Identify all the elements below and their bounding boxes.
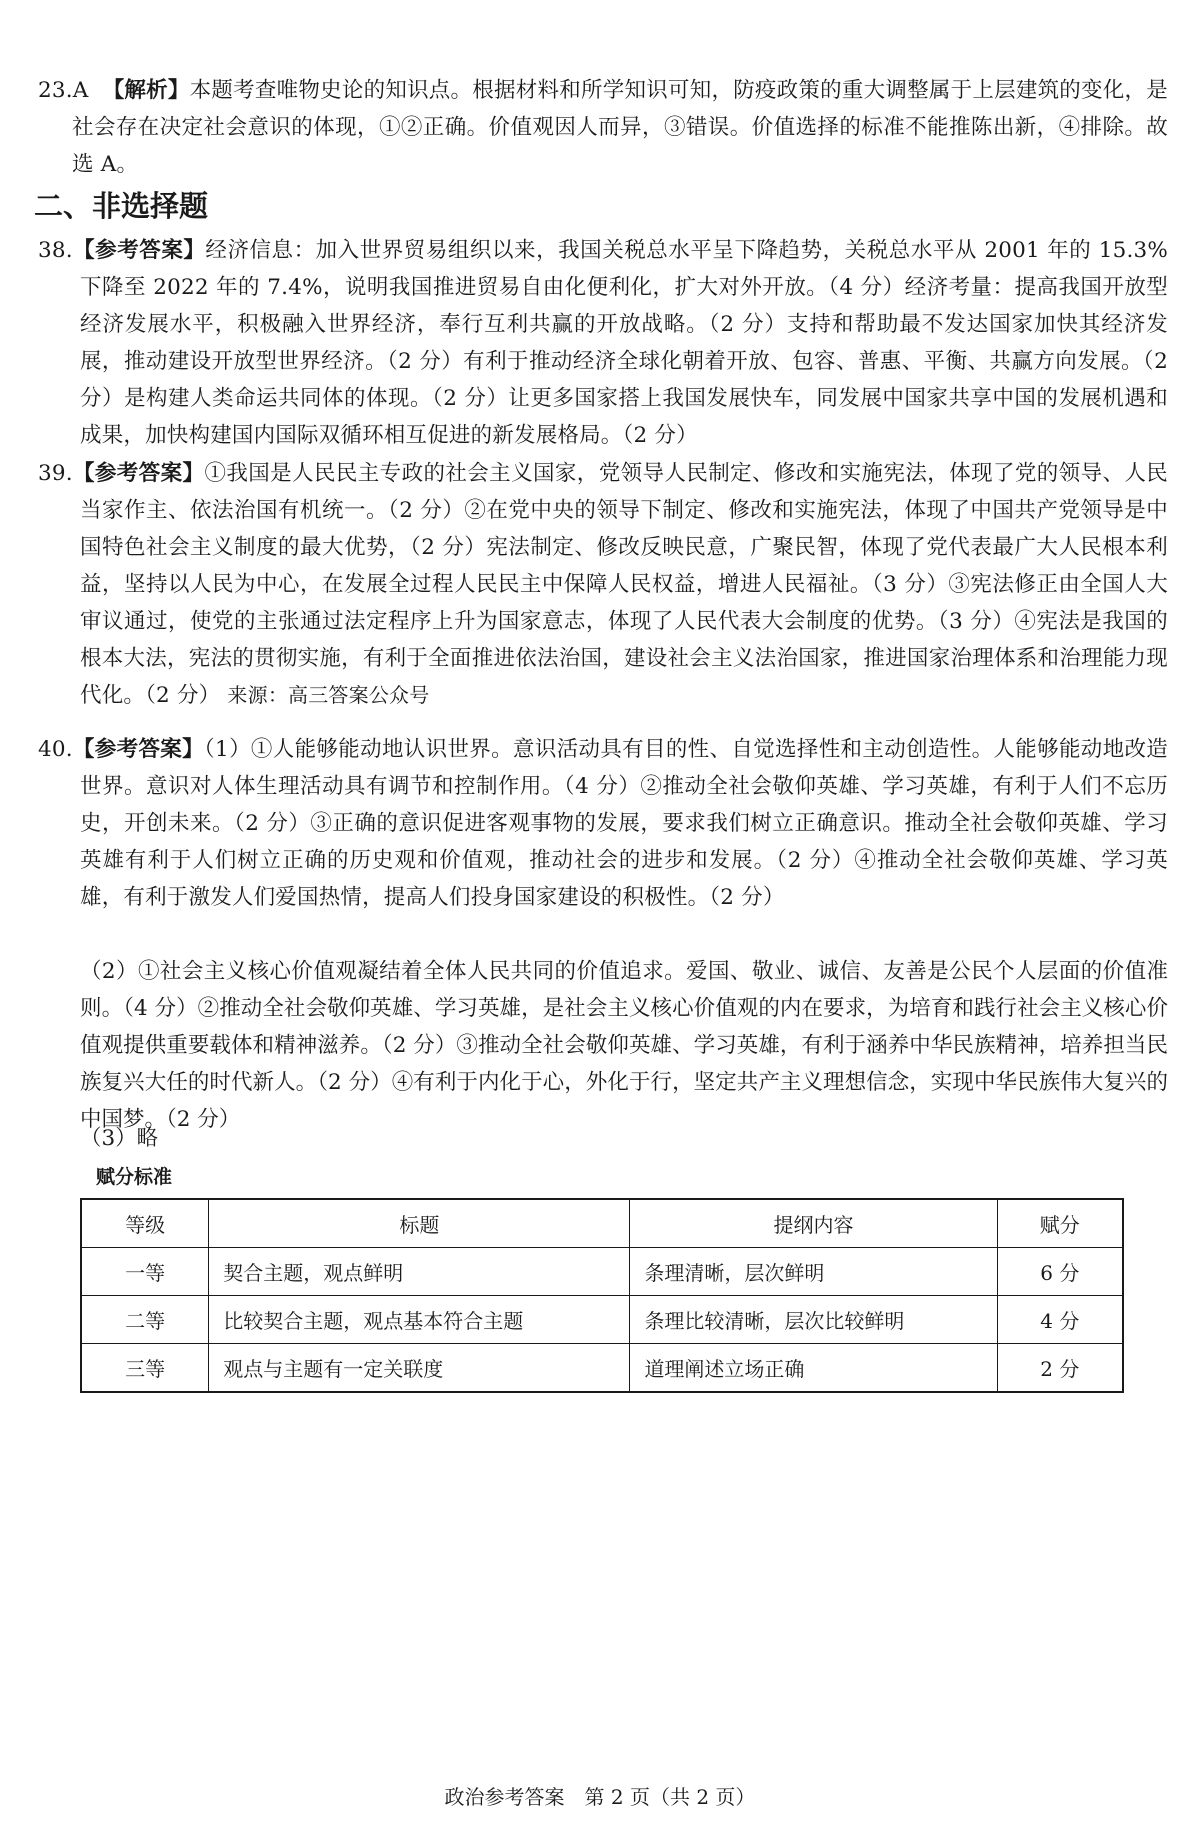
cell-title: 契合主题，观点鲜明 bbox=[209, 1248, 630, 1296]
question-39-body bbox=[38, 455, 1168, 714]
analysis-tag: 【解析】 bbox=[102, 78, 190, 103]
cell-level: 二等 bbox=[81, 1296, 209, 1344]
reference-answer-tag: 【参考答案】 bbox=[72, 737, 204, 762]
rubric-title: 赋分标准 bbox=[96, 1166, 173, 1188]
rubric-table bbox=[80, 1198, 1124, 1393]
cell-outline: 道理阐述立场正确 bbox=[630, 1344, 997, 1393]
question-number: 38. bbox=[38, 238, 73, 263]
table-row bbox=[81, 1344, 1123, 1393]
header-level: 等级 bbox=[81, 1199, 209, 1248]
reference-answer-tag: 【参考答案】 bbox=[72, 461, 205, 486]
cell-title: 比较契合主题，观点基本符合主题 bbox=[209, 1296, 630, 1344]
analysis-text: 本题考查唯物史论的知识点。根据材料和所学知识可知，防疫政策的重大调整属于上层建筑的变化，是社会存在决定社会意识的体现，①②正确。价值观因人而异，③错误。价值选择的标准不能推陈出新，④排除。故选 A。 bbox=[72, 78, 1168, 177]
question-38-body bbox=[38, 232, 1168, 454]
cell-level: 三等 bbox=[81, 1344, 209, 1393]
header-title: 标题 bbox=[209, 1199, 630, 1248]
table-row bbox=[81, 1296, 1123, 1344]
question-23-body bbox=[38, 72, 1168, 183]
question-39 bbox=[38, 455, 1168, 714]
cell-score: 6 分 bbox=[997, 1248, 1123, 1296]
cell-outline: 条理比较清晰，层次比较鲜明 bbox=[630, 1296, 997, 1344]
answer-text: 经济信息：加入世界贸易组织以来，我国关税总水平呈下降趋势，关税总水平从 2001 年的 15.3%下降至 2022 年的 7.4%，说明我国推进贸易自由化便利化，扩大对外开放。（4 分）经济考量：提高我国开放型经济发展水平，积极融入世界经济，奉行互利共赢的开放战略。（2 分）支持和帮助最不发达国家加快其经济发展，推动建设开放型世界经济。（2 分）有利于推动经济全球化朝着开放、包容、普惠、平衡、共赢方向发展。（2 分）是构建人类命运共同体的体现。（2 分）让更多国家搭上我国发展快车，同发展中国家共享中国的发展机遇和成果，加快构建国内国际双循环相互促进的新发展格局。（2 分） bbox=[80, 238, 1168, 448]
cell-outline: 条理清晰，层次鲜明 bbox=[630, 1248, 997, 1296]
part-1-text: （1）①人能够能动地认识世界。意识活动具有目的性、自觉选择性和主动创造性。人能够能动地改造世界。意识对人体生理活动具有调节和控制作用。（4 分）②推动全社会敬仰英雄、学习英雄，有利于人们不忘历史，开创未来。（2 分）③正确的意识促进客观事物的发展，要求我们树立正确意识。推动全社会敬仰英雄、学习英雄有利于人们树立正确的历史观和价值观，推动社会的进步和发展。（2 分）④推动全社会敬仰英雄、学习英雄，有利于激发人们爱国热情，提高人们投身国家建设的积极性。（2 分） bbox=[80, 737, 1168, 910]
answer-choice: A bbox=[72, 78, 89, 103]
cell-level: 一等 bbox=[81, 1248, 209, 1296]
table-header-row bbox=[81, 1199, 1123, 1248]
question-40-part-2: （2）①社会主义核心价值观凝结着全体人民共同的价值追求。爱国、敬业、诚信、友善是公民个人层面的价值准则。（4 分）②推动全社会敬仰英雄、学习英雄，是社会主义核心价值观的内在要求，为培育和践行社会主义核心价值观提供重要载体和精神滋养。（2 分）③推动全社会敬仰英雄、学习英雄，有利于涵养中华民族精神，培养担当民族复兴大任的时代新人。（2 分）④有利于内化于心，外化于行，坚定共产主义理想信念，实现中华民族伟大复兴的中国梦。（2 分） bbox=[80, 959, 1168, 1132]
header-score: 赋分 bbox=[997, 1199, 1123, 1248]
source-note: 来源：高三答案公众号 bbox=[227, 683, 430, 707]
question-38 bbox=[38, 232, 1168, 454]
cell-score: 2 分 bbox=[997, 1344, 1123, 1393]
table-row bbox=[81, 1248, 1123, 1296]
page-footer: 政治参考答案 第 2 页（共 2 页） bbox=[444, 1785, 756, 1809]
reference-answer-tag: 【参考答案】 bbox=[72, 238, 206, 263]
cell-title: 观点与主题有一定关联度 bbox=[209, 1344, 630, 1393]
question-number: 39. bbox=[38, 461, 73, 486]
question-number: 23. bbox=[38, 78, 73, 103]
question-number: 40. bbox=[38, 737, 73, 762]
cell-score: 4 分 bbox=[997, 1296, 1123, 1344]
section-title: 二、非选择题 bbox=[34, 189, 209, 223]
question-40 bbox=[38, 731, 1168, 916]
question-40-part-1 bbox=[38, 731, 1168, 916]
answer-text: ①我国是人民民主专政的社会主义国家，党领导人民制定、修改和实施宪法，体现了党的领导、人民当家作主、依法治国有机统一。（2 分）②在党中央的领导下制定、修改和实施宪法，体现了中国共产党领导是中国特色社会主义制度的最大优势，（2 分）宪法制定、修改反映民意，广聚民智，体现了党代表最广大人民根本利益，坚持以人民为中心，在发展全过程人民民主中保障人民权益，增进人民福祉。（3 分）③宪法修正由全国人大审议通过，使党的主张通过法定程序上升为国家意志，体现了人民代表大会制度的优势。（3 分）④宪法是我国的根本大法，宪法的贯彻实施，有利于全面推进依法治国，建设社会主义法治国家，推进国家治理体系和治理能力现代化。（2 分） bbox=[80, 461, 1169, 708]
header-outline: 提纲内容 bbox=[630, 1199, 997, 1248]
question-23 bbox=[38, 72, 1168, 183]
question-40-part-3: （3）略 bbox=[80, 1126, 159, 1151]
